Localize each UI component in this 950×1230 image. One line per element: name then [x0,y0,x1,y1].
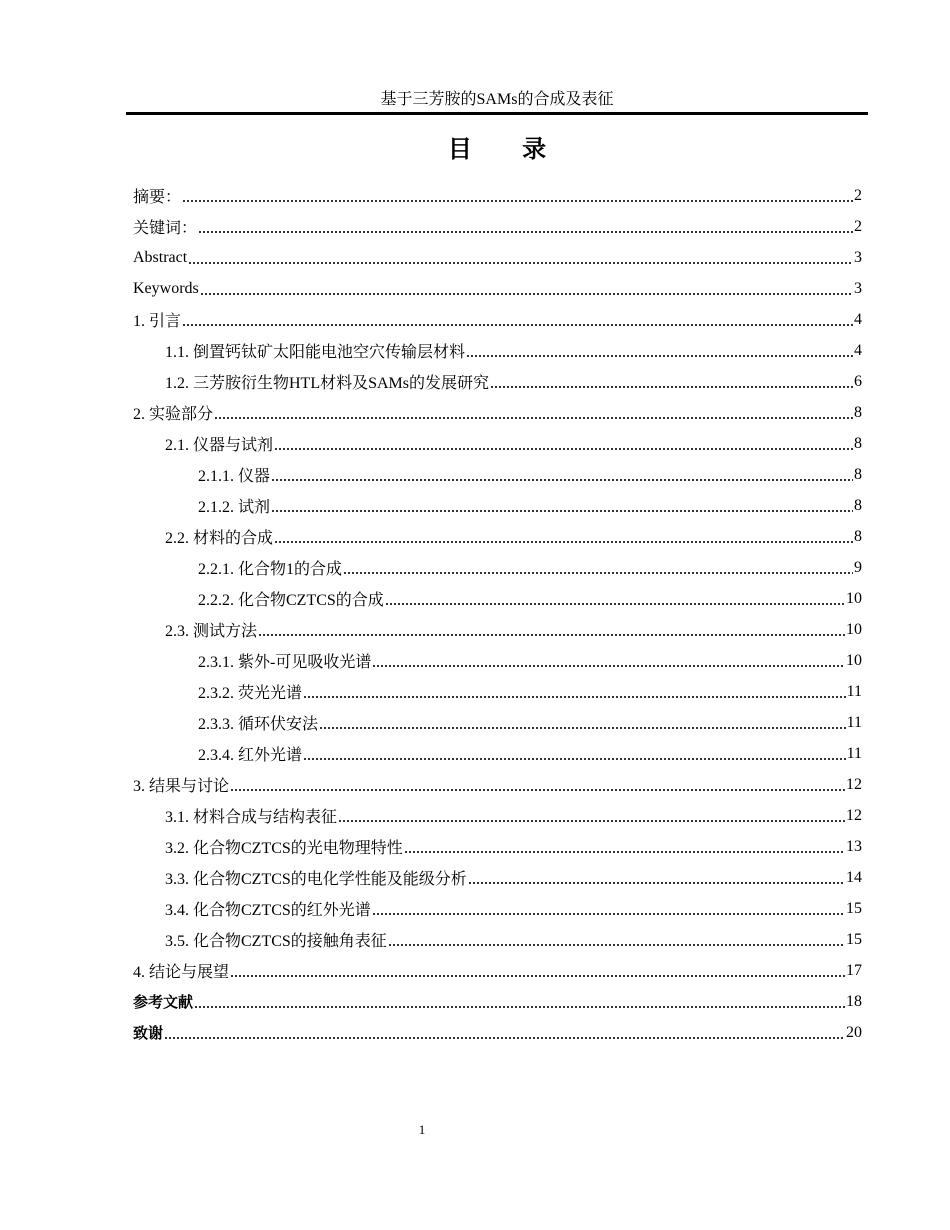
toc-dot-leader [274,448,853,450]
toc-dot-leader [182,200,853,202]
toc-entry-label: 3. 结果与讨论 [133,778,230,795]
toc-entry-page: 11 [846,713,862,731]
toc-dot-leader [388,944,845,946]
toc-entry-label: 4. 结论与展望 [133,964,230,981]
toc-entry-label: 2.3.4. 红外光谱 [198,747,303,764]
toc-entry[interactable] [133,1017,862,1048]
running-header-title: 基于三芳胺的SAMs的合成及表征 [380,91,614,108]
toc-entry-page: 17 [846,961,862,979]
toc-entry[interactable] [133,335,862,366]
toc-entry-page: 4 [854,341,862,359]
table-of-contents [133,180,862,1048]
toc-dot-leader [214,417,853,419]
toc-entry-label: 2.3.3. 循环伏安法 [198,716,319,733]
toc-entry-page: 11 [846,682,862,700]
toc-entry-page: 11 [846,744,862,762]
toc-entry-label: 2.2.1. 化合物1的合成 [198,561,343,578]
toc-entry[interactable] [133,242,862,273]
toc-entry-label: 3.3. 化合物CZTCS的电化学性能及能级分析 [165,871,467,888]
toc-entry-page: 12 [846,775,862,793]
toc-entry-page: 2 [854,186,862,204]
toc-entry-page: 12 [846,806,862,824]
toc-entry-page: 3 [854,248,862,266]
toc-dot-leader [385,603,845,605]
toc-entry-label: 3.5. 化合物CZTCS的接触角表征 [165,933,387,950]
toc-entry-label: 1.2. 三芳胺衍生物HTL材料及SAMs的发展研究 [165,375,490,392]
toc-entry-label: 2.1.2. 试剂 [198,499,271,516]
toc-entry-label: 2. 实验部分 [133,406,214,423]
toc-entry-label: 2.2. 材料的合成 [165,530,274,547]
toc-entry-page: 8 [854,465,862,483]
toc-entry[interactable] [133,366,862,397]
toc-dot-leader [372,665,845,667]
toc-dot-leader [271,479,853,481]
toc-entry-label: Abstract [133,248,188,266]
toc-entry[interactable] [133,583,862,614]
toc-dot-leader [303,696,846,698]
toc-dot-leader [372,913,845,915]
toc-entry-page: 8 [854,527,862,545]
toc-entry[interactable] [133,924,862,955]
toc-entry[interactable] [133,521,862,552]
toc-title: 目 录 [447,135,547,163]
toc-entry-page: 20 [846,1023,862,1041]
toc-entry-page: 15 [846,930,862,948]
toc-dot-leader [198,231,853,233]
toc-entry[interactable] [133,831,862,862]
toc-entry-label: 3.4. 化合物CZTCS的红外光谱 [165,902,371,919]
toc-entry[interactable] [133,955,862,986]
toc-entry-label: Keywords [133,279,199,297]
toc-entry-page: 8 [854,434,862,452]
toc-dot-leader [258,634,845,636]
toc-entry-page: 13 [846,837,862,855]
toc-entry-page: 2 [854,217,862,235]
toc-entry-page: 9 [854,558,862,576]
toc-entry-page: 10 [846,620,862,638]
toc-entry-page: 4 [854,310,862,328]
toc-entry[interactable] [133,893,862,924]
toc-entry[interactable] [133,304,862,335]
toc-entry-label: 2.3.1. 紫外-可见吸收光谱 [198,654,372,671]
toc-entry[interactable] [133,738,862,769]
toc-dot-leader [230,789,845,791]
toc-entry[interactable] [133,490,862,521]
toc-entry-label: 3.1. 材料合成与结构表征 [165,809,338,826]
toc-entry-page: 6 [854,372,862,390]
toc-entry-page: 15 [846,899,862,917]
toc-dot-leader [303,758,846,760]
toc-entry[interactable] [133,180,862,211]
toc-entry-label: 2.3. 测试方法 [165,623,258,640]
toc-entry[interactable] [133,397,862,428]
toc-dot-leader [188,262,853,264]
toc-dot-leader [343,572,853,574]
toc-entry-label: 3.2. 化合物CZTCS的光电物理特性 [165,840,403,857]
toc-entry-page: 18 [846,992,862,1010]
toc-entry-page: 10 [846,589,862,607]
toc-entry-label: 1.1. 倒置钙钛矿太阳能电池空穴传输层材料 [165,344,466,361]
toc-entry-label: 关键词： [133,220,198,237]
toc-dot-leader [466,355,853,357]
page-number: 1 [418,1122,426,1137]
toc-dot-leader [164,1037,845,1039]
toc-entry-page: 10 [846,651,862,669]
toc-entry[interactable] [133,428,862,459]
toc-entry-page: 8 [854,496,862,514]
toc-entry[interactable] [133,211,862,242]
toc-entry[interactable] [133,645,862,676]
toc-entry[interactable] [133,986,862,1017]
toc-dot-leader [271,510,853,512]
toc-entry[interactable] [133,552,862,583]
toc-entry[interactable] [133,800,862,831]
toc-entry[interactable] [133,769,862,800]
toc-entry-label: 参考文献 [133,993,194,1011]
toc-dot-leader [490,386,853,388]
toc-entry-page: 8 [854,403,862,421]
toc-entry-label: 2.3.2. 荧光光谱 [198,685,303,702]
toc-entry-page: 14 [846,868,862,886]
toc-dot-leader [319,727,846,729]
toc-dot-leader [468,882,845,884]
toc-dot-leader [194,1006,845,1008]
toc-entry-label: 2.1. 仪器与试剂 [165,437,274,454]
toc-entry[interactable] [133,614,862,645]
toc-dot-leader [274,541,853,543]
toc-dot-leader [182,324,853,326]
toc-entry-label: 2.1.1. 仪器 [198,468,271,485]
toc-entry-page: 3 [854,279,862,297]
toc-dot-leader [230,975,845,977]
toc-entry[interactable] [133,676,862,707]
toc-entry[interactable] [133,273,862,304]
toc-dot-leader [338,820,845,822]
toc-entry[interactable] [133,862,862,893]
toc-entry-label: 致谢 [133,1024,164,1042]
toc-entry-label: 1. 引言 [133,313,182,330]
toc-entry[interactable] [133,459,862,490]
toc-dot-leader [404,851,845,853]
toc-entry[interactable] [133,707,862,738]
toc-entry-label: 2.2.2. 化合物CZTCS的合成 [198,592,384,609]
toc-entry-label: 摘要： [133,189,182,206]
header-rule [126,112,868,115]
toc-dot-leader [200,293,853,295]
